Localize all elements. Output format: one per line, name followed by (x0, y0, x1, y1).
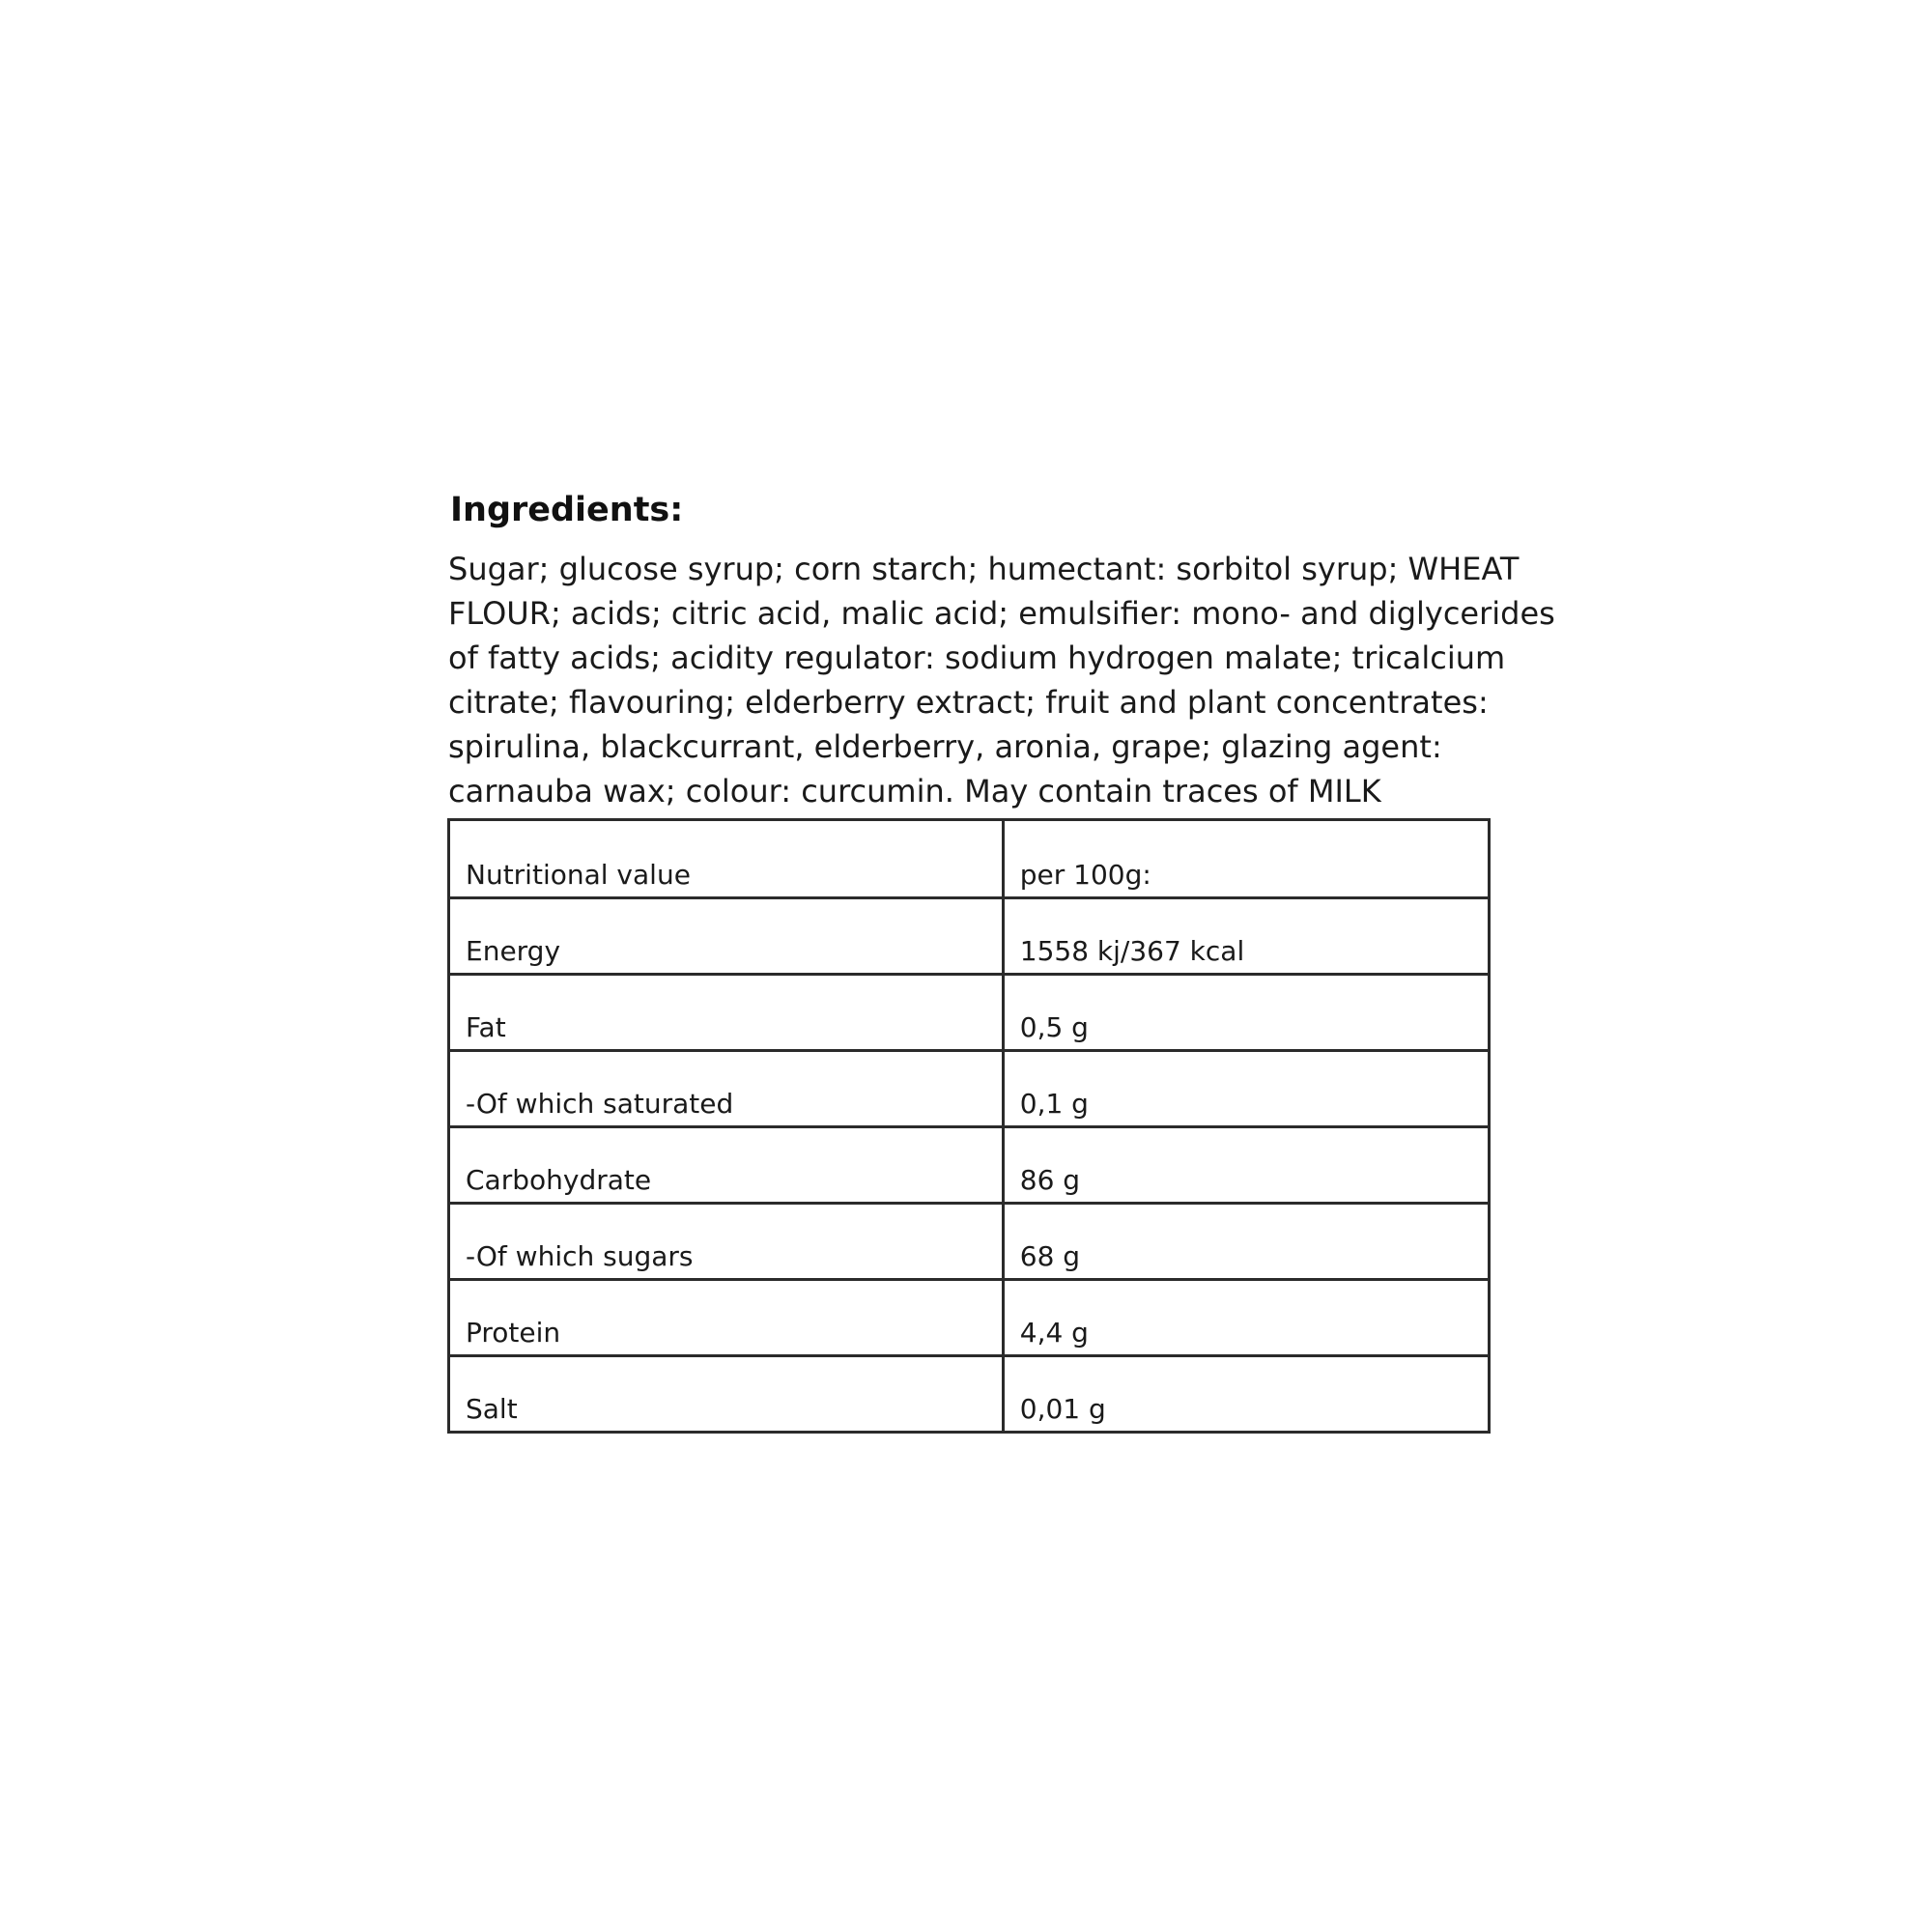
nutrient-label: Energy (449, 898, 1004, 975)
nutrient-label: Salt (449, 1356, 1004, 1433)
ingredients-line: Sugar; glucose syrup; corn starch; humectant: sorbitol syrup; WHEAT (448, 551, 1520, 587)
nutrient-label: Carbohydrate (449, 1127, 1004, 1204)
nutrient-label: Protein (449, 1280, 1004, 1356)
nutrient-value: 0,01 g (1003, 1356, 1489, 1433)
nutrition-table (447, 818, 1491, 1434)
ingredients-line: citrate; flavouring; elderberry extract; fruit and plant concentrates: (448, 684, 1489, 721)
table-row (449, 898, 1490, 975)
table-row (449, 1204, 1490, 1280)
table-row (449, 1280, 1490, 1356)
nutrient-value: 0,1 g (1003, 1051, 1489, 1127)
nutrient-label: -Of which saturated (449, 1051, 1004, 1127)
ingredients-line: carnauba wax; colour: curcumin. May contain traces of MILK (448, 773, 1381, 810)
nutrient-label: Fat (449, 975, 1004, 1051)
ingredients-line: of fatty acids; acidity regulator: sodium hydrogen malate; tricalcium (448, 639, 1506, 676)
table-row (449, 1127, 1490, 1204)
nutrient-value: 1558 kj/367 kcal (1003, 898, 1489, 975)
nutrient-value: 4,4 g (1003, 1280, 1489, 1356)
header-label-cell: Nutritional value (449, 820, 1004, 898)
header-value-cell: per 100g: (1003, 820, 1489, 898)
table-row (449, 1051, 1490, 1127)
table-header-row (449, 820, 1490, 898)
nutrient-value: 0,5 g (1003, 975, 1489, 1051)
table-row (449, 1356, 1490, 1433)
table-row (449, 975, 1490, 1051)
nutrient-value: 68 g (1003, 1204, 1489, 1280)
ingredients-text (448, 547, 1555, 813)
nutrient-value: 86 g (1003, 1127, 1489, 1204)
ingredients-title: Ingredients: (450, 491, 684, 529)
ingredients-line: spirulina, blackcurrant, elderberry, aronia, grape; glazing agent: (448, 728, 1442, 765)
ingredients-line: FLOUR; acids; citric acid, malic acid; emulsifier: mono- and diglycerides (448, 595, 1555, 632)
nutrient-label: -Of which sugars (449, 1204, 1004, 1280)
